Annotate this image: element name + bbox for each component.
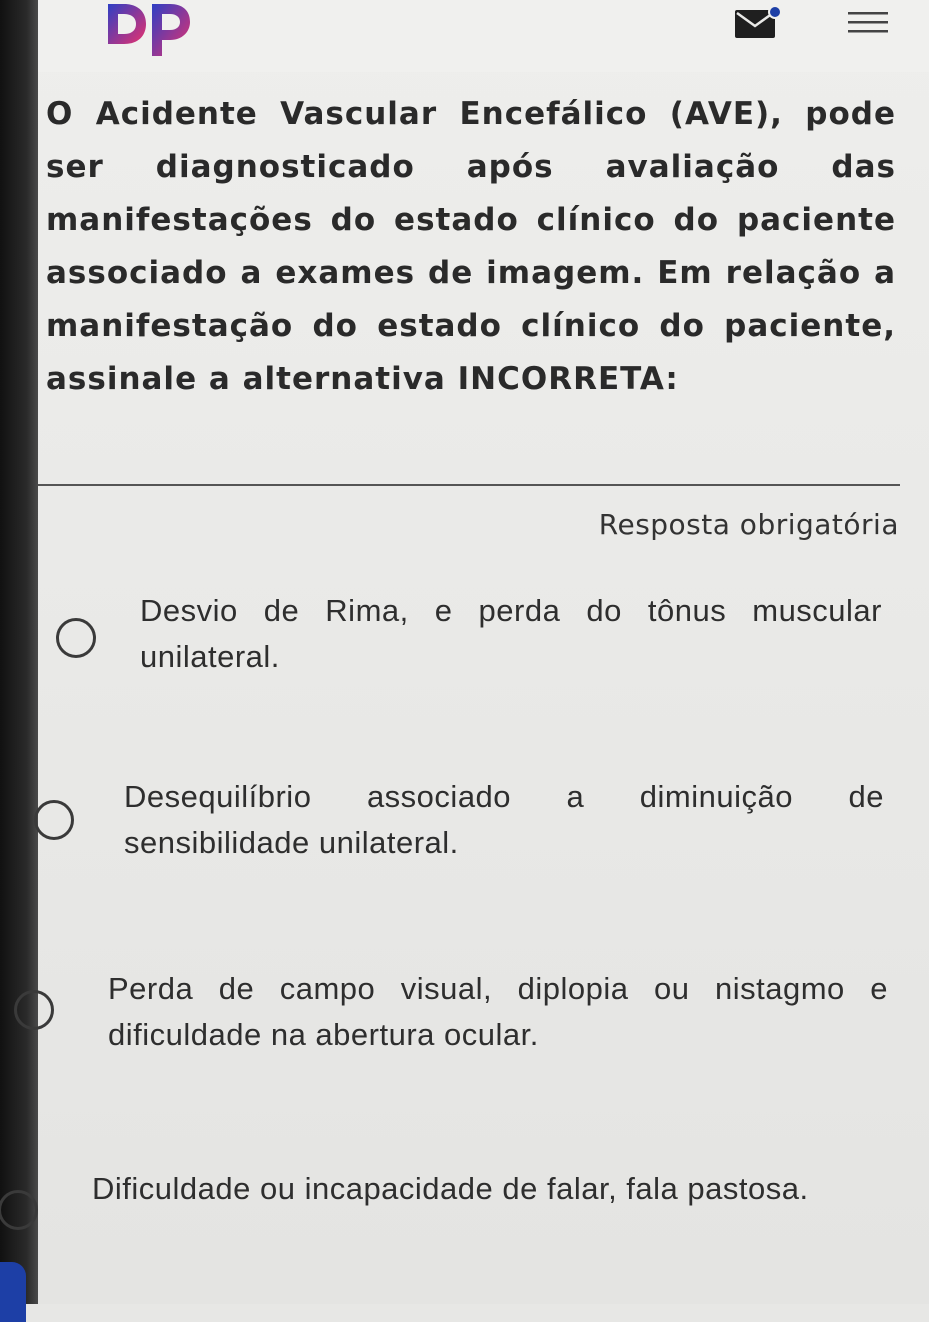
option-label: Perda de campo visual, diplopia ou nistagmo e dificuldade na abertura ocular. bbox=[108, 971, 888, 1052]
hamburger-menu-icon[interactable] bbox=[846, 8, 890, 42]
screen bbox=[38, 0, 929, 1304]
answer-option[interactable] bbox=[38, 1160, 908, 1270]
answer-option[interactable] bbox=[38, 768, 908, 878]
radio-button[interactable] bbox=[14, 990, 54, 1030]
dp-logo-icon[interactable] bbox=[102, 0, 198, 66]
answer-option[interactable] bbox=[38, 960, 908, 1070]
option-label: Desvio de Rima, e perda do tônus muscular unilateral. bbox=[140, 593, 882, 674]
question-text: O Acidente Vascular Encefálico (AVE), pode ser diagnosticado após avaliação das manifestações do estado clínico do paciente associado a exames de imagem. Em relação a manifestação do estado clínico do paciente, assinale a alternativa INCORRETA: bbox=[46, 96, 896, 397]
radio-button[interactable] bbox=[34, 800, 74, 840]
answer-option[interactable] bbox=[38, 580, 908, 690]
device-bezel bbox=[0, 0, 38, 1304]
radio-button[interactable] bbox=[56, 618, 96, 658]
divider bbox=[38, 484, 900, 486]
option-label: Desequilíbrio associado a diminuição de sensibilidade unilateral. bbox=[124, 779, 884, 860]
top-bar bbox=[38, 0, 929, 72]
floating-action-button[interactable] bbox=[0, 1262, 26, 1322]
option-label: Dificuldade ou incapacidade de falar, fala pastosa. bbox=[92, 1171, 809, 1206]
required-label: Resposta obrigatória bbox=[598, 508, 899, 541]
mail-notification-icon[interactable] bbox=[733, 6, 785, 44]
